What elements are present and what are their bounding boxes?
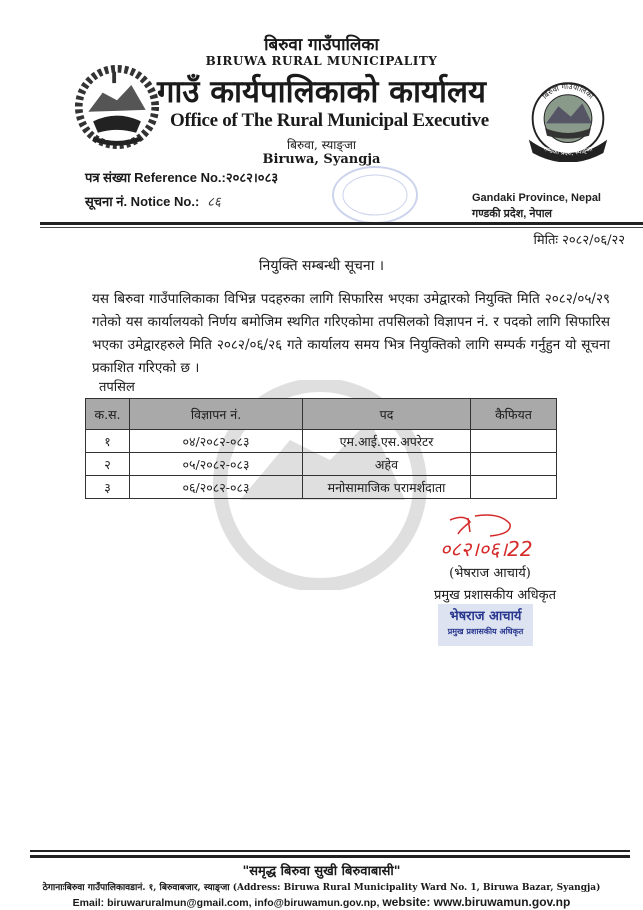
notice-date: मितिः २०८२/०६/२२	[533, 233, 625, 248]
footer-divider	[30, 850, 630, 852]
office-title-en: Office of The Rural Municipal Executive	[170, 110, 489, 131]
table-row	[86, 476, 557, 499]
office-title-np: गाउँ कार्यपालिकाको कार्यालय	[156, 74, 487, 110]
cell-ad-no: ०५/२०८२-०८३	[130, 453, 303, 476]
table-caption: तपसिल	[99, 380, 135, 395]
stamp-title: प्रमुख प्रशासकीय अधिकृत	[447, 626, 524, 636]
right-logo-text-path: बिरुवा गाउँपालिका	[540, 81, 596, 101]
footer-address: ठेगानाःबिरुवा गाउँपालिकावडानं. १, बिरुवाबजार, स्याङ्जा (Address: Biruwa Rural Municipality Ward No. 1, Biruwa Bazar, Syangja)	[42, 883, 601, 893]
cell-remarks	[471, 476, 557, 499]
footer-website: website: www.biruwamun.gov.np	[382, 895, 571, 909]
municipality-name-np: बिरुवा गाउँपालिका	[264, 35, 379, 55]
stamp-name: भेषराज आचार्य	[449, 609, 522, 624]
name-stamp	[438, 604, 533, 646]
table-header-row	[86, 399, 557, 430]
header-ad-no: विज्ञापन नं.	[130, 399, 303, 430]
cell-remarks	[471, 430, 557, 453]
cell-post: मनोसामाजिक परामर्शदाता	[303, 476, 471, 499]
header-divider	[40, 222, 643, 225]
notice-value: ८६	[207, 195, 221, 210]
signatory-title: प्रमुख प्रशासकीय अधिकृत	[433, 588, 557, 603]
cell-ad-no: ०४/२०८२-०८३	[130, 430, 303, 453]
footer-divider-thick	[30, 855, 630, 858]
header-remarks: कैफियत	[471, 399, 557, 430]
cell-remarks	[471, 453, 557, 476]
footer-slogan: "समृद्ध बिरुवा सुखी बिरुवाबासी"	[242, 864, 401, 879]
cell-sn: ३	[86, 476, 130, 499]
right-logo-bottom-path: गण्डकी प्रदेश, स्याङ्जा	[542, 145, 594, 157]
header-sn: क.स.	[86, 399, 130, 430]
cell-sn: २	[86, 453, 130, 476]
reference-value: २०८२।०८३	[225, 170, 279, 185]
footer-contact	[0, 895, 643, 909]
cell-ad-no: ०६/२०८२-०८३	[130, 476, 303, 499]
handwritten-signature	[430, 512, 550, 562]
office-seal-stamp	[330, 165, 420, 225]
cell-post: अहेव	[303, 453, 471, 476]
notice-label: सूचना नं. Notice No.:	[85, 194, 200, 209]
province-np: गण्डकी प्रदेश, नेपाल	[472, 208, 553, 220]
location-np: बिरुवा, स्याङ्जा	[287, 138, 356, 152]
reference-label: पत्र संख्या Reference No.:	[85, 170, 226, 185]
notice-heading: नियुक्ति सम्बन्धी सूचना ।	[258, 258, 385, 274]
table-row	[86, 430, 557, 453]
cell-post: एम.आई.एस.अपरेटर	[303, 430, 471, 453]
municipality-name-en: BIRUWA RURAL MUNICIPALITY	[205, 54, 438, 68]
province-en: Gandaki Province, Nepal	[472, 192, 601, 204]
header-divider-thin	[40, 227, 643, 228]
footer-email: Email: biruwaruralmun@gmail.com, info@biruwamun.gov.np,	[72, 897, 380, 909]
notice-number	[85, 192, 221, 210]
reference-number	[85, 168, 278, 186]
handwritten-date: ०८२।०६।22	[440, 537, 533, 561]
vacancy-table	[85, 398, 557, 499]
province	[472, 190, 601, 222]
header-post: पद	[303, 399, 471, 430]
notice-body: यस बिरुवा गाउँपालिकाका विभिन्न पदहरुका लागि सिफारिस भएका उमेद्वारको नियुक्ति मिति २०८२/०५/२९ गतेको यस कार्यालयको निर्णय बमोजिम स्थगित गरिएकोमा तपसिलको विज्ञापन नं. र पदको लागि सिफारिस भएका उमेद्वारहरुले मिति २०८२/०६/२६ गते कार्यालय समय भित्र नियुक्तिको लागि सम्पर्क गर्नुहुन यो सूचना प्रकाशित गरिएको छ ।	[92, 291, 610, 376]
cell-sn: १	[86, 430, 130, 453]
table-row	[86, 453, 557, 476]
signatory-name: (भेषराज आचार्य)	[449, 566, 531, 581]
location-en: Biruwa, Syangja	[262, 152, 381, 167]
